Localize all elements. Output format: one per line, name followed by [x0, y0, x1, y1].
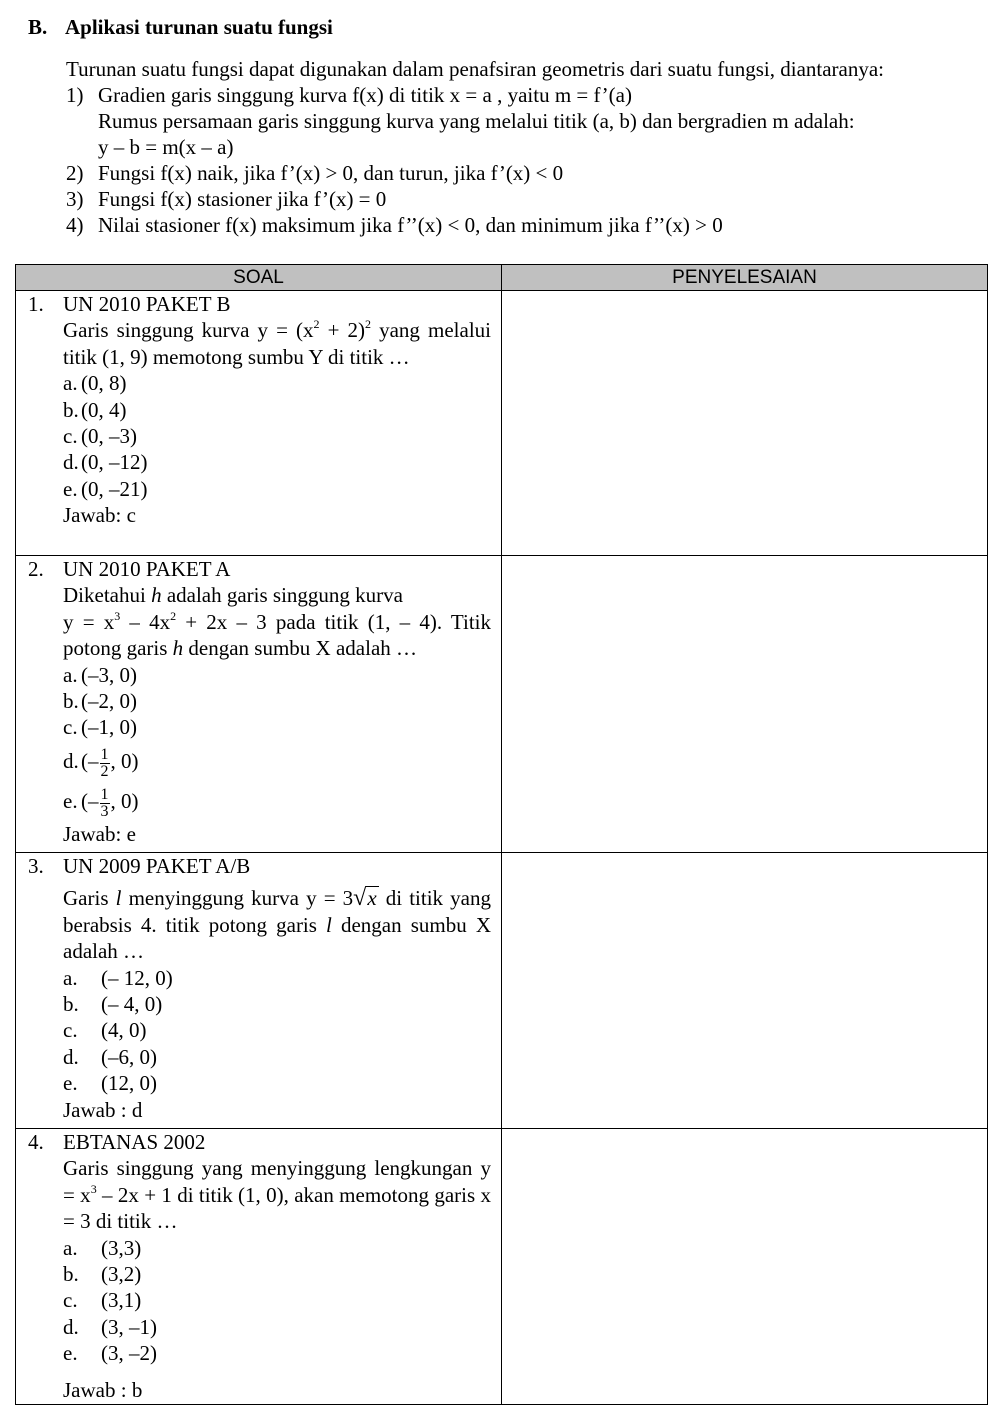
- header-penyelesaian: PENYELESAIAN: [502, 265, 988, 291]
- option-c: c. (0, –3): [63, 424, 137, 449]
- option-b: b. (– 4, 0): [63, 992, 163, 1017]
- intro-item-2: 2) Fungsi f(x) naik, jika f’(x) > 0, dan turun, jika f’(x) < 0: [66, 161, 564, 185]
- questions-table: [15, 264, 988, 1405]
- option-e: e. (12, 0): [63, 1071, 157, 1096]
- option-e: e. (– $\frac{1}{3}$ , 0): [63, 785, 139, 820]
- answer-key: Jawab : d: [63, 1097, 143, 1122]
- question-cell-2: [16, 556, 502, 853]
- solution-cell-1[interactable]: [502, 291, 988, 556]
- question-stem: Garis singgung yang menyinggung lengkungan $y = x^3 - 2x + 1$ di titik (1, 0), akan memotong garis x = 3 di titik …: [63, 1156, 492, 1234]
- question-cell-1: [16, 291, 502, 556]
- question-stem: Garis l menyinggung kurva y = 3√x di titik yang berabsis 4. titik potong garis l dengan sumbu X adalah …: [63, 885, 491, 964]
- question-source: UN 2010 PAKET A: [63, 557, 231, 581]
- question-number: 1.: [28, 292, 44, 316]
- intro-list: [66, 82, 986, 238]
- question-number: 2.: [28, 557, 44, 581]
- option-d: d. (–6, 0): [63, 1044, 157, 1069]
- intro-block: [66, 56, 986, 238]
- option-a: a. (–3, 0): [63, 662, 137, 687]
- intro-item-3: 3) Fungsi f(x) stasioner jika f’(x) = 0: [66, 187, 387, 211]
- option-b: b. (0, 4): [63, 397, 127, 422]
- question-number: 4.: [28, 1130, 44, 1154]
- section-letter: B.: [28, 15, 48, 39]
- section-heading: [28, 14, 333, 40]
- option-d: d. (0, –12): [63, 450, 148, 475]
- question-cell-3: [16, 853, 502, 1129]
- question-source: UN 2009 PAKET A/B: [63, 854, 251, 878]
- question-number: 3.: [28, 854, 44, 878]
- option-a: a. (– 12, 0): [63, 965, 173, 990]
- header-soal: SOAL: [16, 265, 502, 291]
- question-stem: Garis singgung kurva $y = (x^2 + 2)^2$ yang melalui titik (1, 9) memotong sumbu Y di titik …: [63, 317, 491, 369]
- question-source: EBTANAS 2002: [63, 1130, 206, 1154]
- intro-item-4: 4) Nilai stasioner f(x) maksimum jika f’’(x) < 0, dan minimum jika f’’(x) > 0: [66, 213, 723, 237]
- option-e: e. (3, –2): [63, 1341, 157, 1366]
- solution-cell-4[interactable]: [502, 1129, 988, 1405]
- option-c: c. (–1, 0): [63, 715, 137, 740]
- section-title: Aplikasi turunan suatu fungsi: [65, 15, 333, 39]
- option-b: b. (3,2): [63, 1262, 142, 1287]
- answer-key: Jawab : b: [63, 1377, 143, 1402]
- table-header-row: [16, 265, 988, 291]
- option-b: b. (–2, 0): [63, 689, 137, 714]
- sqrt-symbol: √x: [353, 885, 377, 912]
- table-row: [16, 291, 988, 556]
- option-e: e. (0, –21): [63, 476, 148, 501]
- solution-cell-3[interactable]: [502, 853, 988, 1129]
- intro-lead: Turunan suatu fungsi dapat digunakan dalam penafsiran geometris dari suatu fungsi, diantaranya:: [66, 57, 885, 81]
- table-row: [16, 853, 988, 1129]
- option-d: d. (– $\frac{1}{2}$ , 0): [63, 745, 139, 780]
- table-row: [16, 556, 988, 853]
- solution-cell-2[interactable]: [502, 556, 988, 853]
- question-source: UN 2010 PAKET B: [63, 292, 231, 316]
- option-c: c. (3,1): [63, 1288, 142, 1313]
- question-cell-4: [16, 1129, 502, 1405]
- question-stem: Diketahui h adalah garis singgung kurva $y = x^3 - 4x^2 + 2x - 3$ pada titik (1, – 4). Titik potong garis h dengan sumbu X adalah …: [63, 583, 491, 661]
- answer-key: Jawab: c: [63, 503, 136, 528]
- fraction: $\frac{1}{2}$: [100, 745, 109, 780]
- option-d: d. (3, –1): [63, 1314, 157, 1339]
- option-a: a. (3,3): [63, 1235, 142, 1260]
- option-c: c. (4, 0): [63, 1018, 147, 1043]
- intro-item-1-formula-desc: Rumus persamaan garis singgung kurva yang melalui titik (a, b) dan bergradien m adalah:: [98, 109, 855, 133]
- intro-item-1: 1) Gradien garis singgung kurva f(x) di titik x = a , yaitu m = f’(a): [66, 83, 632, 107]
- option-a: a. (0, 8): [63, 371, 127, 396]
- fraction: $\frac{1}{3}$: [100, 785, 109, 820]
- table-row: [16, 1129, 988, 1405]
- intro-item-1-formula: y – b = m(x – a): [98, 135, 234, 159]
- answer-key: Jawab: e: [63, 821, 136, 846]
